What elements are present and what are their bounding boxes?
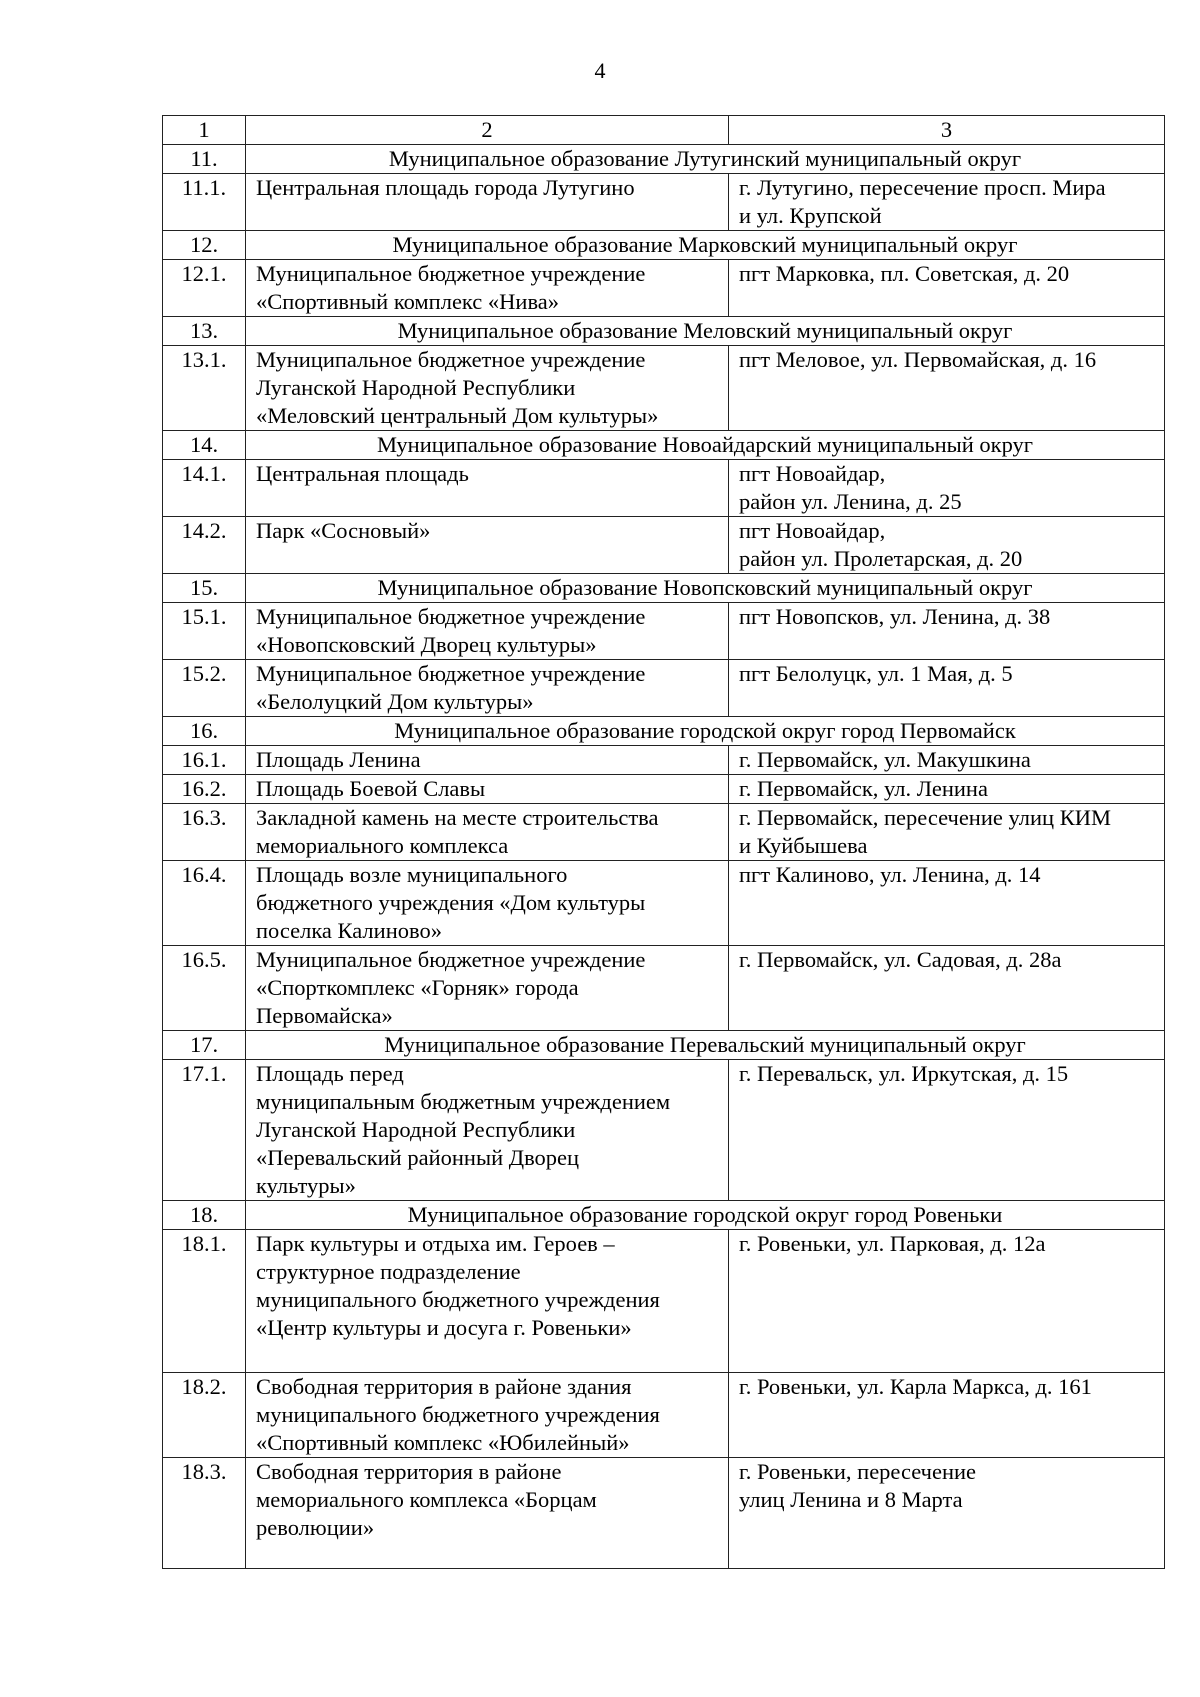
row-number: 16.5. (163, 946, 246, 1031)
location-name-line: «Центр культуры и досуга г. Ровеньки» (256, 1315, 632, 1340)
location-address (729, 174, 1165, 231)
location-name (246, 603, 729, 660)
location-name-line: Муниципальное бюджетное учреждение (256, 947, 646, 972)
location-name-line: Площадь перед (256, 1061, 404, 1086)
page-number: 4 (594, 58, 606, 83)
row-number: 17.1. (163, 1060, 246, 1201)
row-number: 16. (163, 717, 246, 746)
location-address-line: улиц Ленина и 8 Марта (739, 1487, 963, 1512)
location-name (246, 260, 729, 317)
table-row (163, 746, 1165, 775)
location-name-line: Центральная площадь города Лутугино (256, 175, 635, 200)
location-name-line: Первомайска» (256, 1003, 393, 1028)
location-name-line: бюджетного учреждения «Дом культуры (256, 890, 646, 915)
row-number: 15.2. (163, 660, 246, 717)
row-number: 13. (163, 317, 246, 346)
section-row (163, 317, 1165, 346)
section-title: Муниципальное образование городской округ город Первомайск (246, 717, 1165, 746)
table-row (163, 603, 1165, 660)
location-address-line: пгт Марковка, пл. Советская, д. 20 (739, 261, 1070, 286)
location-name-line: «Белолуцкий Дом культуры» (256, 689, 534, 714)
row-number: 16.2. (163, 775, 246, 804)
location-address-line: г. Перевальск, ул. Иркутская, д. 15 (739, 1061, 1069, 1086)
row-number: 14. (163, 431, 246, 460)
location-address (729, 460, 1165, 517)
location-name-line: муниципального бюджетного учреждения (256, 1287, 660, 1312)
table-row (163, 861, 1165, 946)
location-address (729, 1458, 1165, 1569)
table-row (163, 1373, 1165, 1458)
row-number: 14.2. (163, 517, 246, 574)
location-name-line: Центральная площадь (256, 461, 469, 486)
location-name-line: Закладной камень на месте строительства (256, 805, 659, 830)
location-address-line: г. Первомайск, ул. Садовая, д. 28а (739, 947, 1062, 972)
location-name-line: Площадь возле муниципального (256, 862, 568, 887)
table-row (163, 174, 1165, 231)
location-address (729, 260, 1165, 317)
column-header-2: 2 (246, 116, 729, 145)
table-row (163, 460, 1165, 517)
section-row (163, 431, 1165, 460)
location-address-line: район ул. Пролетарская, д. 20 (739, 546, 1023, 571)
location-address-line: и Куйбышева (739, 833, 868, 858)
section-row (163, 145, 1165, 174)
location-address-line: пгт Меловое, ул. Первомайская, д. 16 (739, 347, 1097, 372)
location-name-line: муниципальным бюджетным учреждением (256, 1089, 671, 1114)
location-name (246, 1458, 729, 1569)
row-number: 14.1. (163, 460, 246, 517)
location-address (729, 346, 1165, 431)
location-name (246, 861, 729, 946)
location-name-line: поселка Калиново» (256, 918, 442, 943)
location-address (729, 1060, 1165, 1201)
location-address-line: г. Первомайск, ул. Макушкина (739, 747, 1031, 772)
location-name (246, 460, 729, 517)
location-address (729, 861, 1165, 946)
location-name-line: муниципального бюджетного учреждения (256, 1402, 660, 1427)
row-number: 18. (163, 1201, 246, 1230)
location-name-line: мемориального комплекса (256, 833, 509, 858)
location-name-line: Луганской Народной Республики (256, 375, 576, 400)
row-number: 16.1. (163, 746, 246, 775)
location-name-line: «Спортивный комплекс «Юбилейный» (256, 1430, 630, 1455)
location-name-line: структурное подразделение (256, 1259, 521, 1284)
location-name (246, 1373, 729, 1458)
location-address-line: и ул. Крупской (739, 203, 882, 228)
row-number: 18.2. (163, 1373, 246, 1458)
location-address-line: пгт Новоайдар, (739, 518, 886, 543)
location-name-line: Парк культуры и отдыха им. Героев – (256, 1231, 615, 1256)
location-name (246, 660, 729, 717)
location-address (729, 804, 1165, 861)
location-address-line: г. Первомайск, пересечение улиц КИМ (739, 805, 1111, 830)
location-name-line: культуры» (256, 1173, 356, 1198)
section-row (163, 717, 1165, 746)
table-row (163, 1458, 1165, 1569)
row-number: 11.1. (163, 174, 246, 231)
section-title: Муниципальное образование Меловский муниципальный округ (246, 317, 1165, 346)
location-name-line: Свободная территория в районе здания (256, 1374, 632, 1399)
table-row (163, 660, 1165, 717)
section-row (163, 1031, 1165, 1060)
section-title: Муниципальное образование Марковский муниципальный округ (246, 231, 1165, 260)
table-row (163, 1230, 1165, 1373)
row-number: 18.1. (163, 1230, 246, 1373)
row-number: 12.1. (163, 260, 246, 317)
row-number: 17. (163, 1031, 246, 1060)
location-name (246, 1060, 729, 1201)
location-address-line: г. Ровеньки, пересечение (739, 1459, 977, 1484)
row-number: 15.1. (163, 603, 246, 660)
table-row (163, 517, 1165, 574)
location-address-line: пгт Новопсков, ул. Ленина, д. 38 (739, 604, 1051, 629)
table-row (163, 260, 1165, 317)
location-name-line: Площадь Ленина (256, 747, 421, 772)
location-name (246, 946, 729, 1031)
location-name-line: мемориального комплекса «Борцам (256, 1487, 597, 1512)
section-row (163, 231, 1165, 260)
row-number: 13.1. (163, 346, 246, 431)
section-title: Муниципальное образование Новоайдарский муниципальный округ (246, 431, 1165, 460)
location-name-line: Парк «Сосновый» (256, 518, 431, 543)
location-address (729, 946, 1165, 1031)
location-name-line: «Спорткомплекс «Горняк» города (256, 975, 579, 1000)
location-address-line: пгт Калиново, ул. Ленина, д. 14 (739, 862, 1041, 887)
location-address-line: пгт Новоайдар, (739, 461, 886, 486)
location-name-line: «Спортивный комплекс «Нива» (256, 289, 560, 314)
column-header-3: 3 (729, 116, 1165, 145)
location-address (729, 775, 1165, 804)
row-number: 16.4. (163, 861, 246, 946)
location-address-line: г. Ровеньки, ул. Парковая, д. 12а (739, 1231, 1046, 1256)
column-header-1: 1 (163, 116, 246, 145)
section-row (163, 1201, 1165, 1230)
location-name (246, 517, 729, 574)
location-address-line: г. Ровеньки, ул. Карла Маркса, д. 161 (739, 1374, 1092, 1399)
table-row (163, 1060, 1165, 1201)
location-name-line: «Перевальский районный Дворец (256, 1145, 580, 1170)
section-row (163, 574, 1165, 603)
location-name (246, 174, 729, 231)
location-address (729, 746, 1165, 775)
location-address-line: пгт Белолуцк, ул. 1 Мая, д. 5 (739, 661, 1013, 686)
locations-table (162, 115, 1165, 1569)
location-name (246, 804, 729, 861)
location-address-line: район ул. Ленина, д. 25 (739, 489, 962, 514)
location-name-line: Луганской Народной Республики (256, 1117, 576, 1142)
location-address (729, 1373, 1165, 1458)
row-number: 11. (163, 145, 246, 174)
row-number: 12. (163, 231, 246, 260)
location-name-line: Муниципальное бюджетное учреждение (256, 261, 646, 286)
location-name (246, 1230, 729, 1373)
location-name-line: Муниципальное бюджетное учреждение (256, 347, 646, 372)
row-number: 18.3. (163, 1458, 246, 1569)
location-name-line: революции» (256, 1515, 375, 1540)
section-title: Муниципальное образование Новопсковский муниципальный округ (246, 574, 1165, 603)
location-name (246, 775, 729, 804)
table-row (163, 346, 1165, 431)
location-address (729, 603, 1165, 660)
location-address (729, 1230, 1165, 1373)
table-row (163, 775, 1165, 804)
location-name-line: «Новопсковский Дворец культуры» (256, 632, 597, 657)
location-name-line: Площадь Боевой Славы (256, 776, 486, 801)
location-name-line: «Меловский центральный Дом культуры» (256, 403, 659, 428)
location-address (729, 517, 1165, 574)
location-name-line: Муниципальное бюджетное учреждение (256, 604, 646, 629)
location-name-line: Свободная территория в районе (256, 1459, 562, 1484)
row-number: 15. (163, 574, 246, 603)
section-title: Муниципальное образование городской округ город Ровеньки (246, 1201, 1165, 1230)
column-header-row (163, 116, 1165, 145)
location-name (246, 746, 729, 775)
section-title: Муниципальное образование Перевальский муниципальный округ (246, 1031, 1165, 1060)
location-name-line: Муниципальное бюджетное учреждение (256, 661, 646, 686)
table-row (163, 804, 1165, 861)
location-name (246, 346, 729, 431)
location-address-line: г. Лутугино, пересечение просп. Мира (739, 175, 1106, 200)
table-row (163, 946, 1165, 1031)
location-address-line: г. Первомайск, ул. Ленина (739, 776, 988, 801)
location-address (729, 660, 1165, 717)
row-number: 16.3. (163, 804, 246, 861)
section-title: Муниципальное образование Лутугинский муниципальный округ (246, 145, 1165, 174)
